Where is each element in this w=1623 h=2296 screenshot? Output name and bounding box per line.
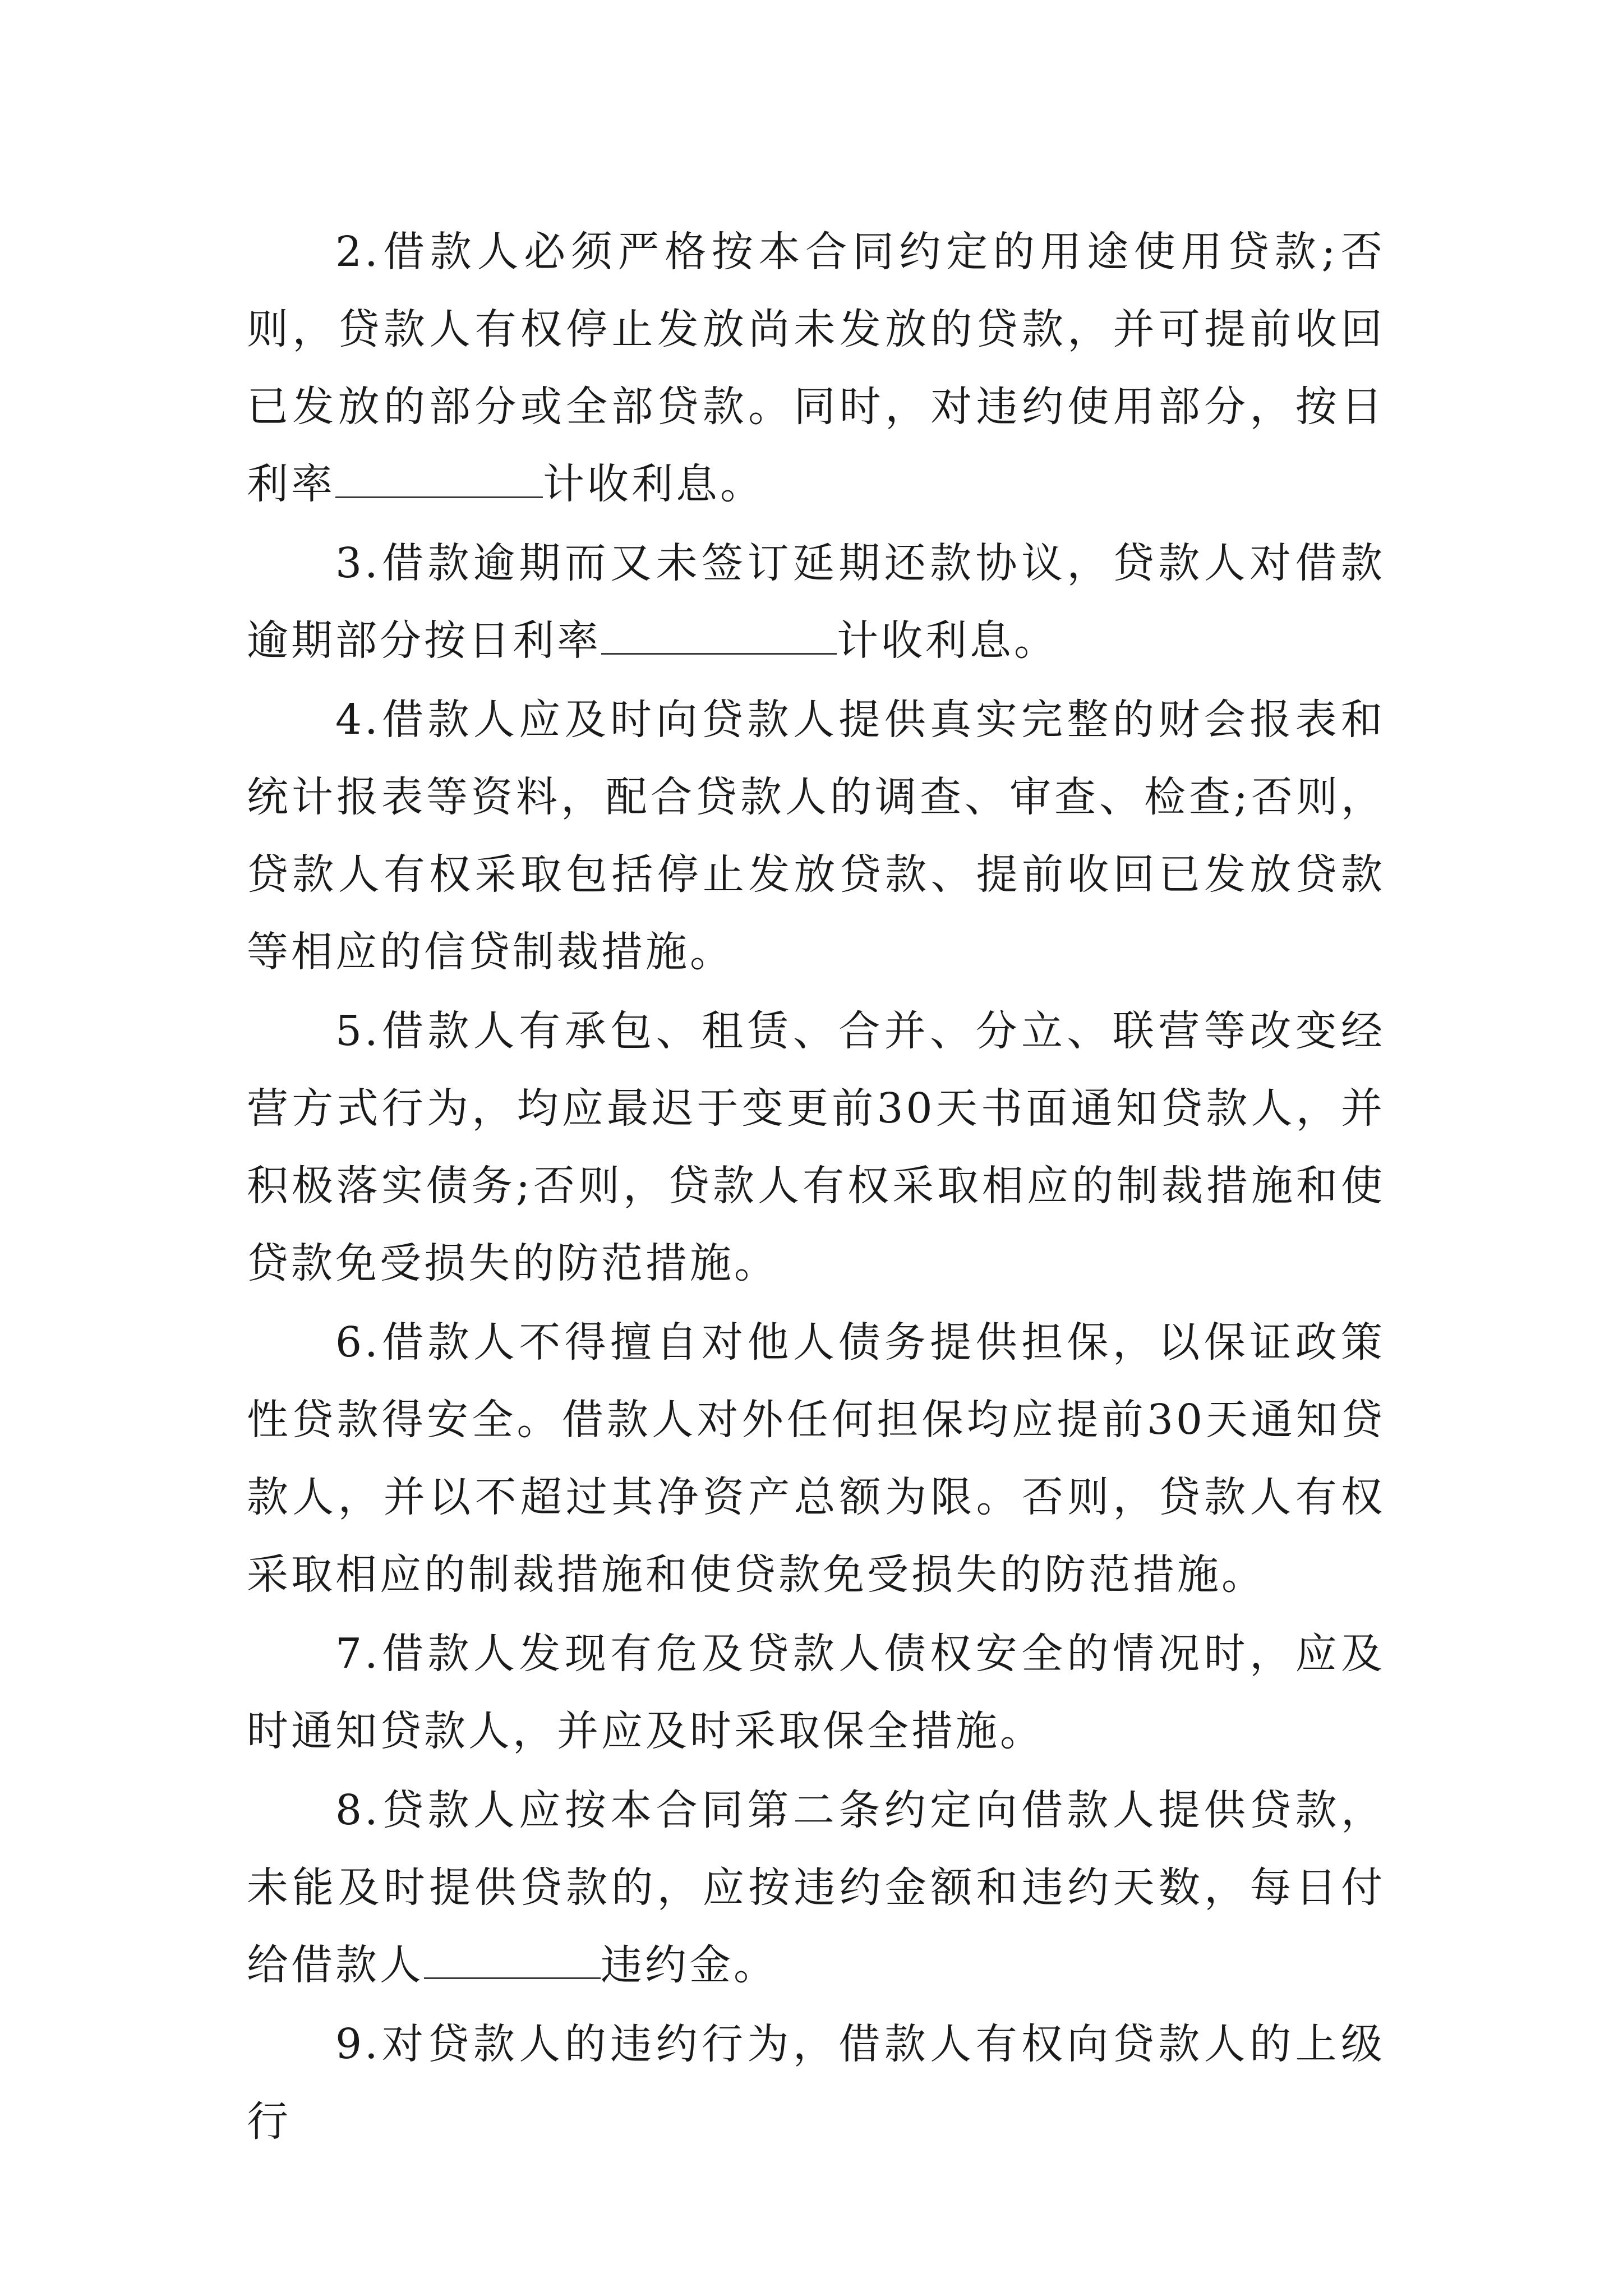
clause-4-text: 4.借款人应及时向贷款人提供真实完整的财会报表和统计报表等资料，配合贷款人的调查、审查、检查;否则，贷款人有权采取包括停止发放贷款、提前收回已发放贷款等相应的信贷制裁措施。 — [247, 696, 1385, 976]
clause-5 — [247, 992, 1385, 1302]
clause-9-text: 9.对贷款人的违约行为，借款人有权向贷款人的上级行 — [247, 2020, 1385, 2146]
clause-9 — [247, 2005, 1385, 2160]
clause-2 — [247, 213, 1385, 523]
document-page — [247, 213, 1385, 2162]
clause-6 — [247, 1304, 1385, 1613]
clause-3 — [247, 524, 1385, 679]
interest-rate-blank — [335, 462, 543, 498]
clause-2-tail: 计收利息。 — [543, 460, 764, 508]
clause-5-text: 5.借款人有承包、租赁、合并、分立、联营等改变经营方式行为，均应最迟于变更前30天书面通知贷款人，并积极落实债务;否则，贷款人有权采取相应的制裁措施和使贷款免受损失的防范措施。 — [247, 1007, 1385, 1287]
clause-3-text: 3.借款逾期而又未签订延期还款协议，贷款人对借款逾期部分按日利率 — [247, 539, 1385, 665]
clause-2-text: 2.借款人必须严格按本合同约定的用途使用贷款;否则，贷款人有权停止发放尚未发放的贷款，并可提前收回已发放的部分或全部贷款。同时，对违约使用部分，按日利率 — [247, 228, 1385, 508]
clause-8-tail: 违约金。 — [601, 1941, 778, 1989]
clause-6-text: 6.借款人不得擅自对他人债务提供担保，以保证政策性贷款得安全。借款人对外任何担保均应提前30天通知贷款人，并以不超过其净资产总额为限。否则，贷款人有权采取相应的制裁措施和使贷款免受损失的防范措施。 — [247, 1318, 1385, 1599]
clause-3-tail: 计收利息。 — [837, 616, 1058, 665]
clause-8 — [247, 1772, 1385, 2004]
clause-7 — [247, 1615, 1385, 1770]
clause-7-text: 7.借款人发现有危及贷款人债权安全的情况时，应及时通知贷款人，并应及时采取保全措施。 — [247, 1630, 1385, 1755]
overdue-rate-blank — [601, 618, 837, 655]
penalty-blank — [424, 1943, 601, 1979]
clause-4 — [247, 681, 1385, 991]
clause-8-text: 8.贷款人应按本合同第二条约定向借款人提供贷款，未能及时提供贷款的，应按违约金额和违约天数，每日付给借款人 — [247, 1786, 1385, 1989]
